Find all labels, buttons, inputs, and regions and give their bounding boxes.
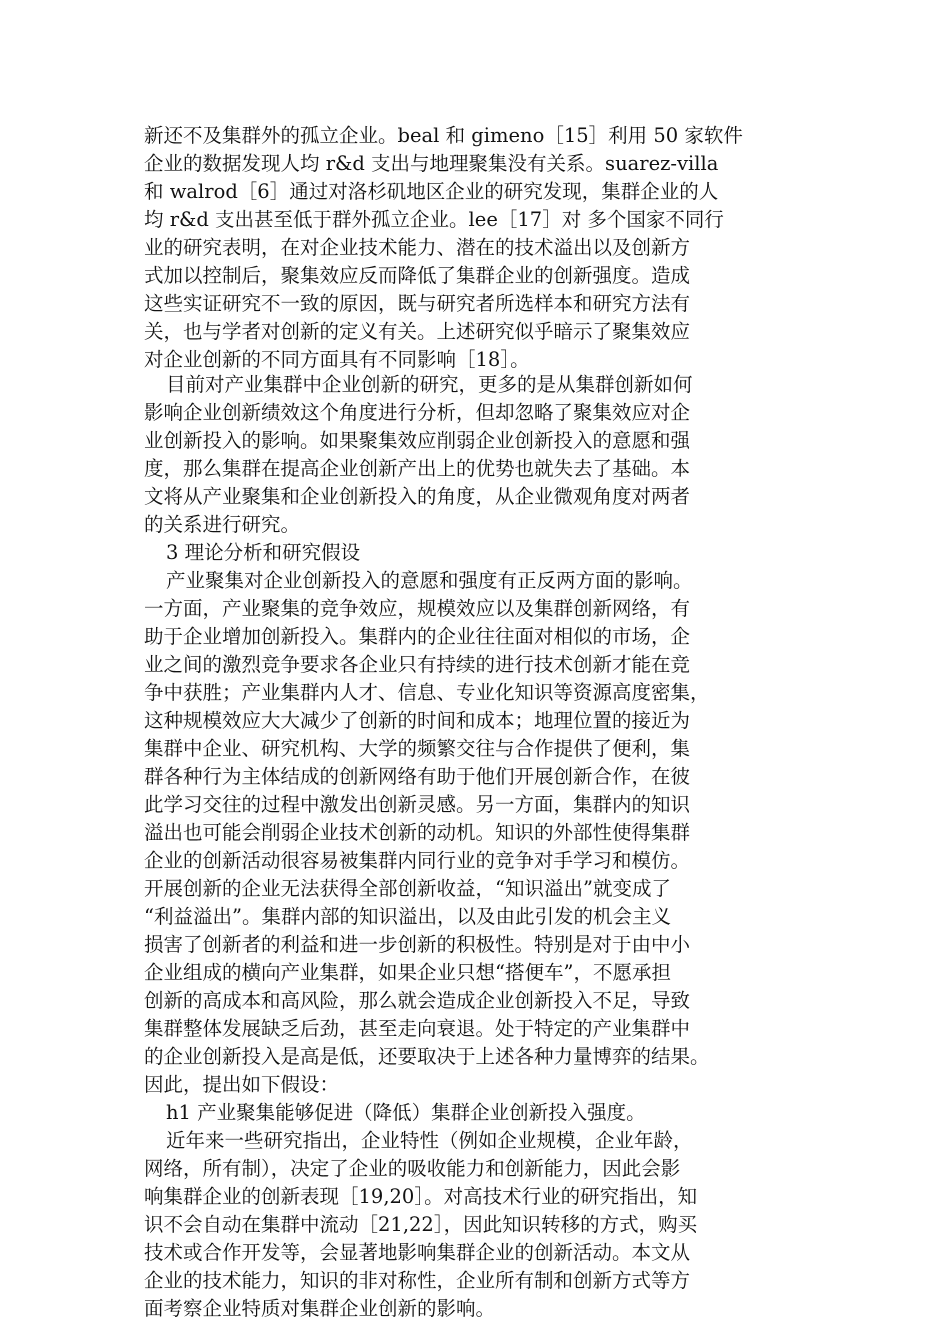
text-line: 助于企业增加创新投入。集群内的企业往往面对相似的市场，企 [144, 625, 691, 648]
text-line: 争中获胜；产业集群内人才、信息、专业化知识等资源高度密集， [144, 681, 710, 704]
text-line: 度，那么集群在提高企业创新产出上的优势也就失去了基础。本 [144, 457, 691, 480]
text-line: 面考察企业特质对集群企业创新的影响。 [144, 1297, 496, 1320]
text-line: 这些实证研究不一致的原因，既与研究者所选样本和研究方法有 [144, 292, 691, 315]
text-line: 产业聚集对企业创新投入的意愿和强度有正反两方面的影响。 [166, 569, 693, 592]
text-line: 识不会自动在集群中流动［21,22］，因此知识转移的方式，购买 [144, 1213, 698, 1236]
text-line: 关，也与学者对创新的定义有关。上述研究似乎暗示了聚集效应 [144, 320, 691, 343]
text-line: 因此，提出如下假设： [144, 1073, 340, 1096]
text-line: 集群中企业、研究机构、大学的频繁交往与合作提供了便利，集 [144, 737, 691, 760]
text-line: 企业的创新活动很容易被集群内同行业的竞争对手学习和模仿。 [144, 849, 691, 872]
text-line: 近年来一些研究指出，企业特性（例如企业规模，企业年龄， [166, 1129, 693, 1152]
text-line: 企业组成的横向产业集群，如果企业只想“搭便车”，不愿承担 [144, 961, 671, 984]
text-line: 开展创新的企业无法获得全部创新收益，“知识溢出”就变成了 [144, 877, 671, 900]
text-line: 企业的技术能力，知识的非对称性，企业所有制和创新方式等方 [144, 1269, 691, 1292]
text-line: 群各种行为主体结成的创新网络有助于他们开展创新合作，在彼 [144, 765, 691, 788]
text-line: 的企业创新投入是高是低，还要取决于上述各种力量博弈的结果。 [144, 1045, 710, 1068]
text-line: 文将从产业聚集和企业创新投入的角度，从企业微观角度对两者 [144, 485, 691, 508]
text-line: “利益溢出”。集群内部的知识溢出，以及由此引发的机会主义 [144, 905, 671, 928]
section-heading: 3 理论分析和研究假设 [166, 541, 361, 564]
text-line: 影响企业创新绩效这个角度进行分析，但却忽略了聚集效应对企 [144, 401, 691, 424]
text-line: 新还不及集群外的孤立企业。beal 和 gimeno［15］利用 50 家软件 [144, 124, 743, 147]
text-line: 对企业创新的不同方面具有不同影响［18］。 [144, 348, 530, 371]
text-line: 业创新投入的影响。如果聚集效应削弱企业创新投入的意愿和强 [144, 429, 691, 452]
text-line: 一方面，产业聚集的竞争效应，规模效应以及集群创新网络，有 [144, 597, 691, 620]
text-line: 业之间的激烈竞争要求各企业只有持续的进行技术创新才能在竞 [144, 653, 691, 676]
text-line: 均 r&d 支出甚至低于群外孤立企业。lee［17］对 多个国家不同行 [144, 208, 724, 231]
text-line: 创新的高成本和高风险，那么就会造成企业创新投入不足，导致 [144, 989, 691, 1012]
text-line: 这种规模效应大大减少了创新的时间和成本；地理位置的接近为 [144, 709, 691, 732]
paragraph-related-studies [144, 122, 794, 374]
text-line: 溢出也可能会削弱企业技术创新的动机。知识的外部性使得集群 [144, 821, 691, 844]
text-line: 的关系进行研究。 [144, 513, 301, 536]
text-line: 此学习交往的过程中激发出创新灵感。另一方面，集群内的知识 [144, 793, 691, 816]
text-line: 式加以控制后，聚集效应反而降低了集群企业的创新强度。造成 [144, 264, 691, 287]
text-line: 网络，所有制），决定了企业的吸收能力和创新能力，因此会影 [144, 1157, 681, 1180]
text-line: 和 walrod［6］通过对洛杉矶地区企业的研究发现，集群企业的人 [144, 180, 719, 203]
text-line: 损害了创新者的利益和进一步创新的积极性。特别是对于由中小 [144, 933, 691, 956]
text-line: 目前对产业集群中企业创新的研究，更多的是从集群创新如何 [166, 373, 693, 396]
text-line: 响集群企业的创新表现［19,20］。对高技术行业的研究指出，知 [144, 1185, 698, 1208]
paragraph-research-gap [144, 371, 794, 1323]
text-line: 集群整体发展缺乏后劲，甚至走向衰退。处于特定的产业集群中 [144, 1017, 691, 1040]
hypothesis-h1: h1 产业聚集能够促进（降低）集群企业创新投入强度。 [166, 1101, 646, 1124]
text-line: 技术或合作开发等，会显著地影响集群企业的创新活动。本文从 [144, 1241, 691, 1264]
text-line: 企业的数据发现人均 r&d 支出与地理聚集没有关系。suarez-villa [144, 152, 719, 175]
text-line: 业的研究表明，在对企业技术能力、潜在的技术溢出以及创新方 [144, 236, 691, 259]
